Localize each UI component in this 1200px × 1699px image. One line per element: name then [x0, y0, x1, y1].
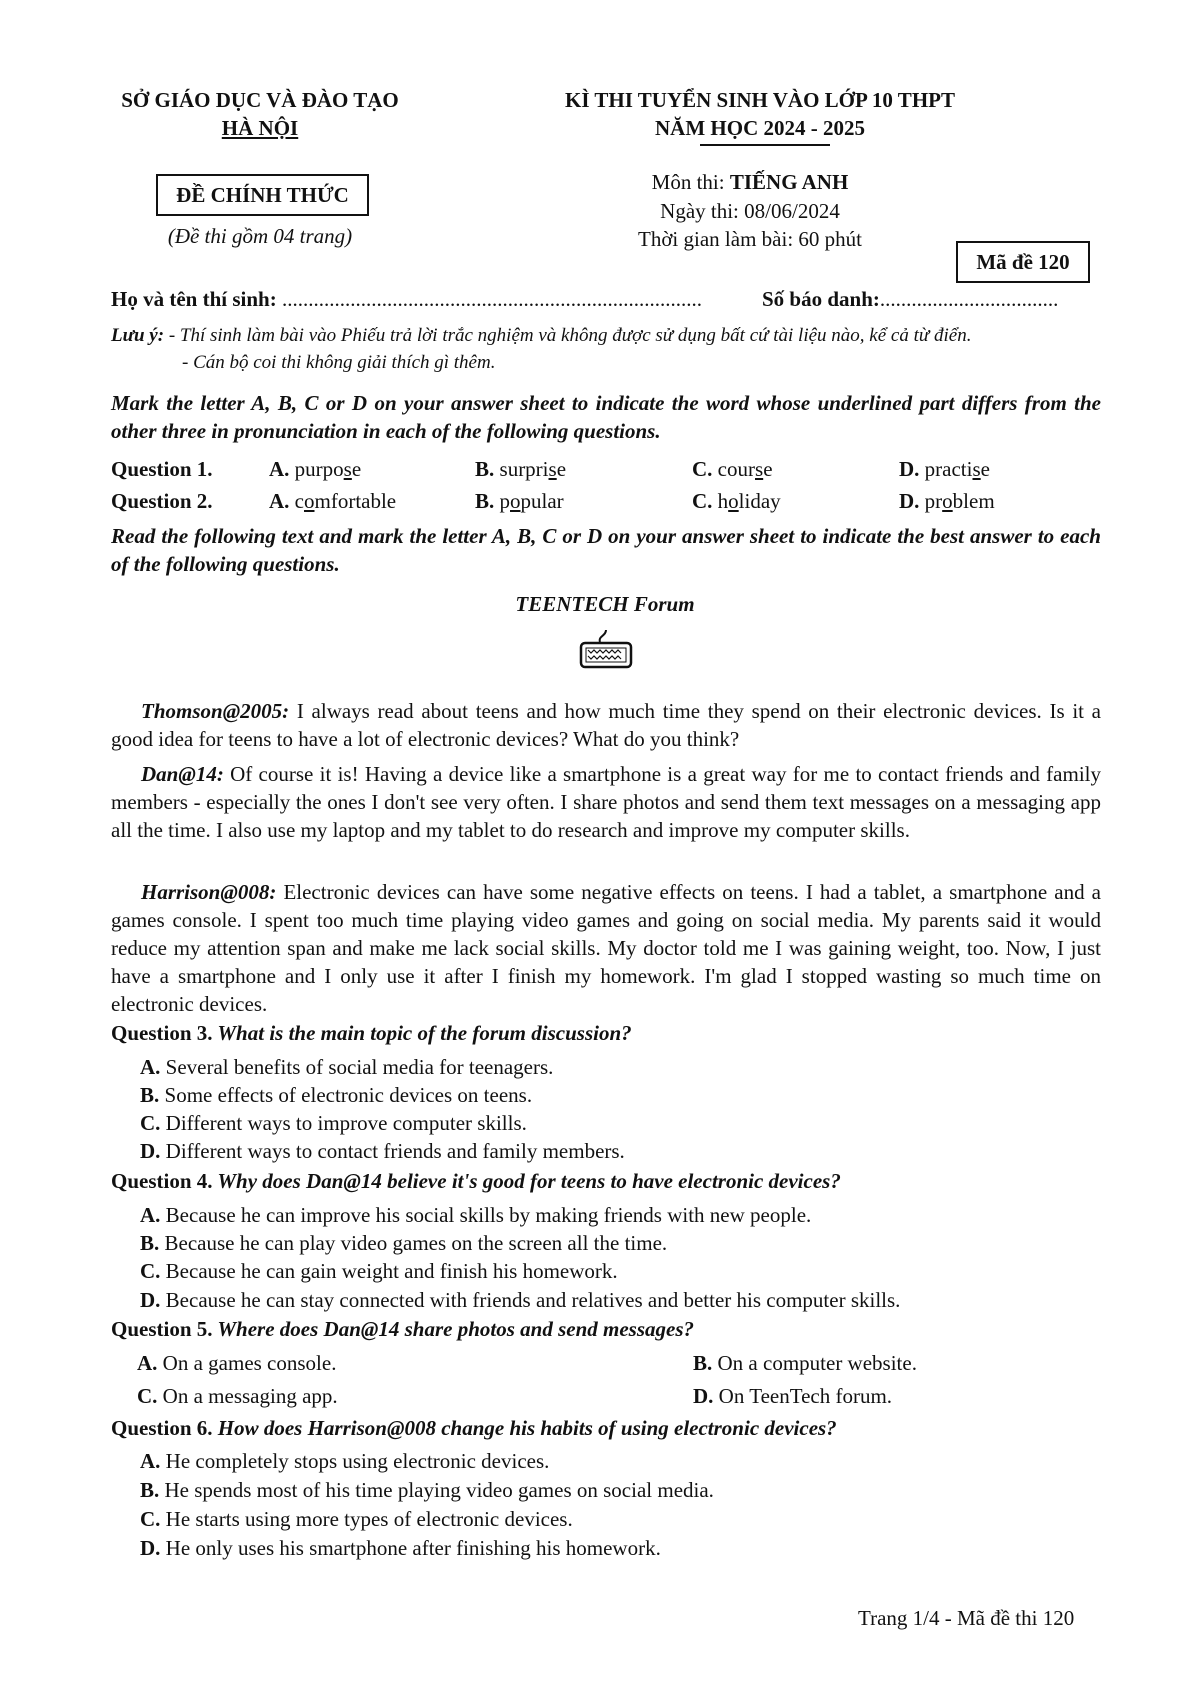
note-line-2: - Cán bộ coi thi không giải thích gì thêm. — [182, 352, 496, 373]
q2-option-c: C. holiday — [692, 489, 781, 513]
q1-option-d: D. practise — [899, 457, 990, 481]
official-stamp: ĐỀ CHÍNH THỨC — [156, 174, 369, 216]
exam-title: KÌ THI TUYỂN SINH VÀO LỚP 10 THPT — [565, 88, 955, 112]
page-footer: Trang 1/4 - Mã đề thi 120 — [858, 1606, 1075, 1630]
q2-option-b: B. popular — [475, 489, 564, 513]
q6-option-c: C. He starts using more types of electronic devices. — [140, 1507, 573, 1531]
candidate-id-line: Số báo danh:.................................. — [762, 287, 1059, 311]
exam-code-box: Mã đề 120 — [956, 241, 1090, 283]
q1-option-a: A. purpose — [269, 457, 362, 481]
exam-date: Ngày thi: 08/06/2024 — [660, 199, 840, 223]
header-underline — [700, 144, 830, 146]
pages-note: (Đề thi gồm 04 trang) — [167, 224, 353, 248]
q5-option-c: C. On a messaging app. — [137, 1384, 338, 1408]
q5-option-d: D. On TeenTech forum. — [693, 1384, 893, 1408]
q3-option-a: A. Several benefits of social media for teenagers. — [140, 1055, 554, 1079]
candidate-name-line: Họ và tên thí sinh: ................................................................................ — [111, 287, 702, 311]
q6-option-d: D. He only uses his smartphone after finishing his homework. — [140, 1536, 661, 1560]
q3-option-d: D. Different ways to contact friends and family members. — [140, 1139, 625, 1163]
note-line-1: Lưu ý: - Thí sinh làm bài vào Phiếu trả lời trắc nghiệm và không được sử dụng bất cứ tài liệu nào, kể cả từ điển. — [111, 325, 972, 346]
question-5: Question 5. Where does Dan@14 share photos and send messages? — [111, 1317, 694, 1341]
question-4: Question 4. Why does Dan@14 believe it's good for teens to have electronic devices? — [111, 1169, 841, 1193]
q3-option-c: C. Different ways to improve computer skills. — [140, 1111, 527, 1135]
city-name: HÀ NỘI — [221, 116, 299, 140]
question-2-row — [111, 489, 1101, 519]
instruction-pronunciation: Mark the letter A, B, C or D on your answer sheet to indicate the word whose underlined part differs from the other three in pronunciation in each of the following questions. — [111, 391, 1101, 443]
question-2-label: Question 2. — [111, 489, 213, 513]
keyboard-icon — [578, 628, 634, 670]
forum-post-thomson: Thomson@2005: I always read about teens and how much time they spend on their electronic devices. Is it a good idea for teens to have a lot of electronic devices? What do you think? — [111, 699, 1101, 751]
q5-option-a: A. On a games console. — [137, 1351, 337, 1375]
q4-option-b: B. Because he can play video games on the screen all the time. — [140, 1231, 668, 1255]
q6-option-a: A. He completely stops using electronic devices. — [140, 1449, 550, 1473]
q1-option-b: B. surprise — [475, 457, 567, 481]
q3-option-b: B. Some effects of electronic devices on teens. — [140, 1083, 533, 1107]
q4-option-d: D. Because he can stay connected with friends and relatives and better his computer skills. — [140, 1288, 901, 1312]
forum-post-dan: Dan@14: Of course it is! Having a device like a smartphone is a great way for me to contact friends and family members - especially the ones I don't see very often. I share photos and send them text messages on a messaging app all the time. I also use my laptop and my tablet to do research and improve my computer skills. — [111, 762, 1101, 842]
instruction-reading: Read the following text and mark the letter A, B, C or D on your answer sheet to indicate the best answer to each of the following questions. — [111, 524, 1101, 576]
school-year: NĂM HỌC 2024 - 2025 — [655, 116, 865, 140]
subject-line: Môn thi: TIẾNG ANH — [651, 170, 849, 194]
question-6: Question 6. How does Harrison@008 change his habits of using electronic devices? — [111, 1416, 837, 1440]
department-name: SỞ GIÁO DỤC VÀ ĐÀO TẠO — [121, 88, 399, 112]
q1-option-c: C. course — [692, 457, 773, 481]
forum-title: TEENTECH Forum — [515, 592, 695, 616]
forum-post-harrison: Harrison@008: Electronic devices can have some negative effects on teens. I had a tablet, a smartphone and a games console. I spent too much time playing video games and going on social media. My parents said it would reduce my attention span and make me lack social skills. My doctor told me I was gaining weight, too. Now, I just have a smartphone and I only use it after I finish my homework. I'm glad I stopped wasting so much time on electronic devices. — [111, 880, 1101, 1016]
question-1-label: Question 1. — [111, 457, 213, 481]
q6-option-b: B. He spends most of his time playing video games on social media. — [140, 1478, 714, 1502]
question-1-row — [111, 457, 1101, 487]
q2-option-a: A. comfortable — [269, 489, 397, 513]
question-3: Question 3. What is the main topic of the forum discussion? — [111, 1021, 632, 1045]
q4-option-a: A. Because he can improve his social skills by making friends with new people. — [140, 1203, 812, 1227]
q4-option-c: C. Because he can gain weight and finish his homework. — [140, 1259, 618, 1283]
q5-option-b: B. On a computer website. — [693, 1351, 917, 1375]
exam-duration: Thời gian làm bài: 60 phút — [638, 227, 862, 251]
q2-option-d: D. problem — [899, 489, 995, 513]
